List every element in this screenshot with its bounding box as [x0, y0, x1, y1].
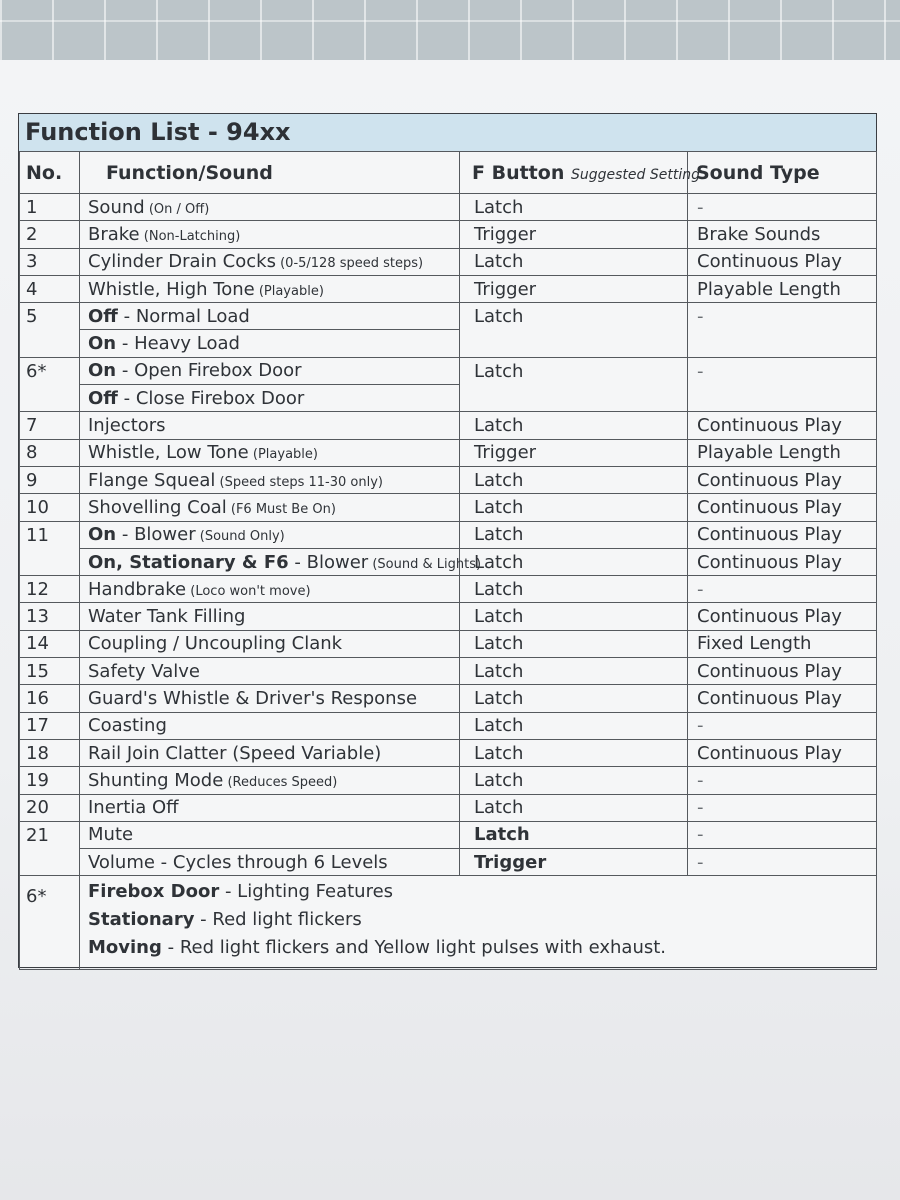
cell-no: 8 — [20, 439, 80, 466]
header-no: No. — [20, 152, 80, 194]
cell-sound-type: - — [688, 303, 877, 358]
cell-sound-type: Continuous Play — [688, 521, 877, 548]
table-row — [20, 439, 877, 466]
cell-function: Safety Valve — [80, 658, 460, 685]
table-row — [20, 849, 877, 876]
cell-function: Flange Squeal (Speed steps 11-30 only) — [80, 466, 460, 493]
table-row — [20, 685, 877, 712]
cell-no: 2 — [20, 221, 80, 248]
cell-no: 6* — [20, 357, 80, 412]
table-header-row — [20, 152, 877, 194]
cell-function: Water Tank Filling — [80, 603, 460, 630]
cell-function: Cylinder Drain Cocks (0-5/128 speed steps) — [80, 248, 460, 275]
cell-fbutton: Latch — [460, 194, 688, 221]
cell-function: Guard's Whistle & Driver's Response — [80, 685, 460, 712]
cell-no: 12 — [20, 576, 80, 603]
cell-no: 19 — [20, 767, 80, 794]
table-row — [20, 303, 877, 330]
cell-fbutton: Latch — [460, 412, 688, 439]
header-function: Function/Sound — [80, 152, 460, 194]
cell-no: 15 — [20, 658, 80, 685]
table-row — [20, 712, 877, 739]
cell-fbutton: Latch — [460, 658, 688, 685]
cell-sound-type: - — [688, 849, 877, 876]
cell-function: Rail Join Clatter (Speed Variable) — [80, 739, 460, 766]
cell-no: 3 — [20, 248, 80, 275]
table-row — [20, 603, 877, 630]
table-row — [20, 576, 877, 603]
cell-function: Handbrake (Loco won't move) — [80, 576, 460, 603]
cell-fbutton: Latch — [460, 357, 688, 412]
cell-sound-type: Playable Length — [688, 439, 877, 466]
cell-no: 16 — [20, 685, 80, 712]
cell-sound-type: Continuous Play — [688, 658, 877, 685]
cell-sound-type: Continuous Play — [688, 685, 877, 712]
cell-fbutton: Latch — [460, 521, 688, 548]
cell-sound-type: Playable Length — [688, 275, 877, 302]
cell-fbutton: Latch — [460, 685, 688, 712]
cell-function: Off - Close Firebox Door — [80, 385, 460, 412]
table-row — [20, 821, 877, 848]
cell-fbutton: Latch — [460, 576, 688, 603]
cell-sound-type: - — [688, 576, 877, 603]
cell-sound-type: - — [688, 194, 877, 221]
cell-function: Brake (Non-Latching) — [80, 221, 460, 248]
page-title: Function List - 94xx — [25, 118, 291, 146]
footnote-line-firebox: Firebox Door - Lighting Features — [88, 881, 394, 903]
cell-no: 4 — [20, 275, 80, 302]
cell-fbutton: Latch — [460, 712, 688, 739]
table-row — [20, 658, 877, 685]
table-row — [20, 466, 877, 493]
cell-sound-type: - — [688, 712, 877, 739]
cell-no: 21 — [20, 821, 80, 876]
cell-function: On, Stationary & F6 - Blower (Sound & Lights) — [80, 548, 460, 575]
cell-fbutton: Latch — [460, 794, 688, 821]
cell-function: Coupling / Uncoupling Clank — [80, 630, 460, 657]
cell-fbutton: Latch — [460, 548, 688, 575]
cell-sound-type: Continuous Play — [688, 739, 877, 766]
cell-sound-type: - — [688, 794, 877, 821]
cell-function: Shovelling Coal (F6 Must Be On) — [80, 494, 460, 521]
cell-fbutton: Latch — [460, 466, 688, 493]
cell-sound-type: - — [688, 821, 877, 848]
table-row — [20, 767, 877, 794]
cell-fbutton: Latch — [460, 494, 688, 521]
cell-fbutton: Latch — [460, 630, 688, 657]
cell-sound-type: Continuous Play — [688, 412, 877, 439]
footnote-text — [80, 876, 877, 970]
cell-function: Off - Normal Load — [80, 303, 460, 330]
footnote-line-stationary: Stationary - Red light flickers — [88, 909, 362, 931]
table-row — [20, 630, 877, 657]
table-row — [20, 221, 877, 248]
cell-no: 10 — [20, 494, 80, 521]
footnote-no: 6* — [20, 876, 80, 970]
title-bar — [19, 114, 876, 152]
cell-sound-type: - — [688, 357, 877, 412]
table-row — [20, 275, 877, 302]
cell-fbutton: Latch — [460, 603, 688, 630]
cell-function: Inertia Off — [80, 794, 460, 821]
table-row — [20, 194, 877, 221]
cutting-mat-background — [0, 0, 900, 62]
cell-fbutton: Latch — [460, 767, 688, 794]
table-row — [20, 248, 877, 275]
cell-no: 7 — [20, 412, 80, 439]
table-row — [20, 548, 877, 575]
function-list-card — [18, 113, 877, 968]
cell-no: 9 — [20, 466, 80, 493]
cell-function: Whistle, High Tone (Playable) — [80, 275, 460, 302]
cell-fbutton: Trigger — [460, 221, 688, 248]
cell-sound-type: Continuous Play — [688, 248, 877, 275]
cell-sound-type: Brake Sounds — [688, 221, 877, 248]
cell-function: Injectors — [80, 412, 460, 439]
table-row — [20, 794, 877, 821]
cell-no: 14 — [20, 630, 80, 657]
cell-function: Mute — [80, 821, 460, 848]
cell-fbutton: Trigger — [460, 275, 688, 302]
cell-fbutton: Latch — [460, 248, 688, 275]
cell-sound-type: Continuous Play — [688, 494, 877, 521]
cell-no: 18 — [20, 739, 80, 766]
cell-fbutton: Latch — [460, 821, 688, 848]
cell-sound-type: - — [688, 767, 877, 794]
cell-function: Volume - Cycles through 6 Levels — [80, 849, 460, 876]
cell-function: Whistle, Low Tone (Playable) — [80, 439, 460, 466]
cell-function: Sound (On / Off) — [80, 194, 460, 221]
table-row — [20, 494, 877, 521]
cell-function: On - Open Firebox Door — [80, 357, 460, 384]
cell-function: On - Heavy Load — [80, 330, 460, 357]
cell-no: 11 — [20, 521, 80, 576]
cell-fbutton: Trigger — [460, 439, 688, 466]
table-row — [20, 357, 877, 384]
table-row — [20, 739, 877, 766]
cell-no: 5 — [20, 303, 80, 358]
cell-sound-type: Fixed Length — [688, 630, 877, 657]
header-fbutton: F Button Suggested Setting — [460, 152, 688, 194]
footnote-row — [20, 876, 877, 970]
cell-no: 17 — [20, 712, 80, 739]
cell-no: 13 — [20, 603, 80, 630]
cell-fbutton: Trigger — [460, 849, 688, 876]
function-table — [19, 151, 877, 970]
table-row — [20, 412, 877, 439]
header-sound-type: Sound Type — [688, 152, 877, 194]
cell-sound-type: Continuous Play — [688, 603, 877, 630]
table-row — [20, 521, 877, 548]
cell-function: On - Blower (Sound Only) — [80, 521, 460, 548]
cell-sound-type: Continuous Play — [688, 548, 877, 575]
cell-function: Coasting — [80, 712, 460, 739]
cell-function: Shunting Mode (Reduces Speed) — [80, 767, 460, 794]
footnote-line-moving: Moving - Red light flickers and Yellow light pulses with exhaust. — [88, 937, 667, 959]
cell-fbutton: Latch — [460, 739, 688, 766]
cell-no: 1 — [20, 194, 80, 221]
cell-sound-type: Continuous Play — [688, 466, 877, 493]
header-fbutton-sub: Suggested Setting — [570, 166, 700, 183]
cell-no: 20 — [20, 794, 80, 821]
cell-fbutton: Latch — [460, 303, 688, 358]
